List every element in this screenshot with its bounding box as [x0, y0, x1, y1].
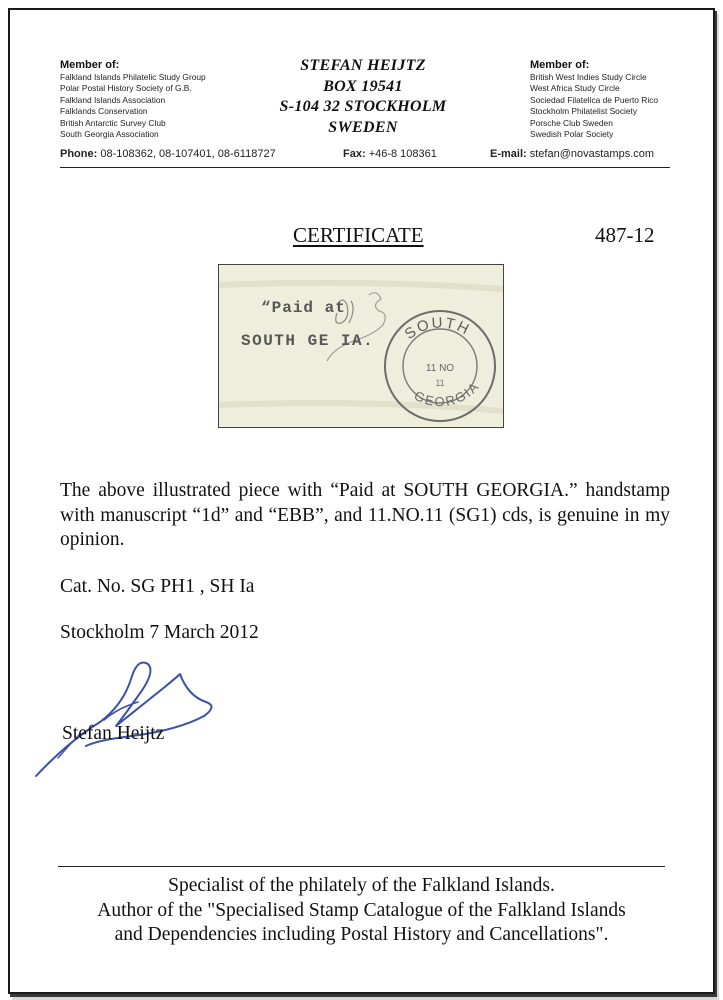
phone [60, 148, 276, 160]
membership-item: British West Indies Study Circle [530, 72, 647, 82]
membership-item: Falklands Conservation [60, 106, 148, 117]
certificate-statement: The above illustrated piece with “Paid at SOUTH GEORGIA.” handstamp with manuscript “1d” and “EBB”, and 11.NO.11 (SG1) cds, is genuine in my opinion. [60, 480, 670, 550]
membership-item: Polar Postal History Society of G.B. [60, 83, 192, 94]
cds-year: 11 [435, 378, 445, 388]
email-label: E-mail: [490, 148, 527, 160]
memberships-left [60, 58, 206, 140]
signer-name: Stefan Heijtz [62, 723, 165, 744]
membership-item: Falkland Islands Association [60, 94, 166, 105]
certificate-title: CERTIFICATE [293, 223, 424, 247]
footer [40, 874, 683, 948]
cds-date: 11 NO [425, 363, 455, 374]
footer-line2: Author of the "Specialised Stamp Catalogue of the Falkland Islands [97, 899, 626, 921]
memberships-left-title: Member of: [60, 59, 120, 71]
header-divider [60, 167, 670, 168]
footer-line1: Specialist of the philately of the Falkland Islands. [168, 875, 555, 896]
membership-item: Porsche Club Sweden [530, 117, 613, 128]
membership-item: South Georgia Association [60, 129, 159, 140]
email [490, 148, 654, 160]
stamp-piece-image [218, 264, 504, 428]
membership-item: Sociedad Filatelica de Puerto Rico [530, 94, 659, 105]
catalogue-number: Cat. No. SG PH1 , SH Ia [60, 576, 255, 597]
certificate-page [8, 8, 715, 994]
footer-divider [58, 866, 665, 867]
membership-item: Stockholm Philatelist Society [530, 106, 638, 117]
address-city: S-104 32 STOCKHOLM [279, 98, 447, 115]
cds-bottom-text: GEORGIA [411, 378, 483, 410]
phone-label: Phone: [60, 148, 98, 160]
handwritten-signature [28, 646, 228, 786]
certificate-number: 487-12 [595, 223, 655, 247]
fax [343, 148, 437, 160]
footer-line3: and Dependencies including Postal History and Cancellations". [114, 924, 609, 946]
letterhead-address [230, 56, 496, 138]
place-and-date: Stockholm 7 March 2012 [60, 622, 259, 643]
handstamp-line1: “Paid at [261, 299, 346, 317]
fax-value: +46-8 108361 [368, 148, 437, 160]
membership-item: Swedish Polar Society [530, 129, 614, 140]
address-country: SWEDEN [328, 118, 398, 136]
contact-line [60, 148, 670, 162]
membership-item: West Africa Study Circle [530, 83, 620, 94]
address-box: BOX 19541 [323, 77, 403, 95]
memberships-right [530, 58, 658, 140]
email-value: stefan@novastamps.com [529, 148, 655, 160]
handstamp-line2: SOUTH GE IA. [241, 332, 375, 350]
cds-top-text: SOUTH [401, 314, 474, 343]
memberships-right-title: Member of: [530, 59, 590, 71]
fax-label: Fax: [343, 148, 366, 160]
phone-value: 08-108362, 08-107401, 08-6118727 [100, 148, 276, 160]
membership-item: British Antarctic Survey Club [60, 117, 166, 128]
membership-item: Falkland Islands Philatelic Study Group [60, 72, 206, 82]
expert-name: STEFAN HEIJTZ [300, 57, 426, 74]
